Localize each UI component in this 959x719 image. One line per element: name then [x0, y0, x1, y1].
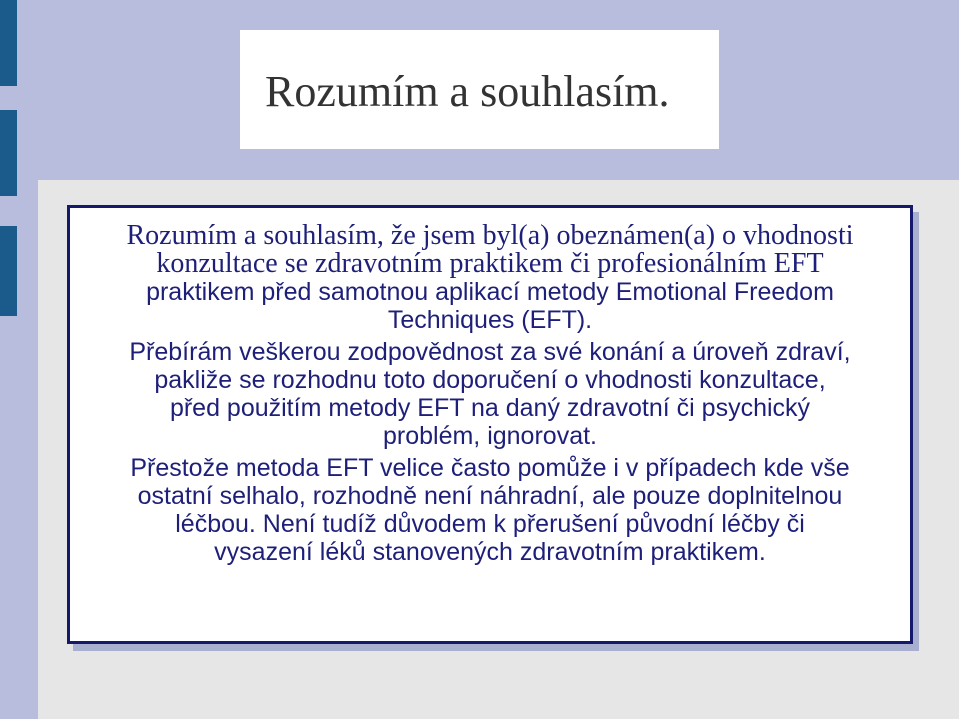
paragraph-line: Přebírám veškerou zodpovědnost za své konání a úroveň zdraví,	[129, 338, 851, 366]
left-accent-bar	[0, 226, 17, 316]
paragraph-line: pakliže se rozhodnu toto doporučení o vhodnosti konzultace,	[154, 366, 826, 394]
paragraph-line: Přestože metoda EFT velice často pomůže i v případech kde vše	[130, 454, 850, 482]
paragraph-line: praktikem před samotnou aplikací metody Emotional Freedom	[146, 278, 834, 306]
paragraph	[70, 222, 910, 334]
left-accent-bar	[0, 0, 17, 86]
paragraph-line: problém, ignorovat.	[382, 422, 597, 450]
content-box	[67, 205, 913, 644]
paragraph-line: před použitím metody EFT na daný zdravotní či psychický	[169, 394, 811, 422]
paragraph	[70, 338, 910, 450]
paragraph	[70, 454, 910, 566]
paragraph-line: vysazení léků stanovených zdravotním praktikem.	[214, 538, 766, 566]
paragraph-line: léčbou. Není tudíž důvodem k přerušení původní léčby či	[175, 510, 805, 538]
slide-title: Rozumím a souhlasím.	[265, 67, 670, 116]
title-box	[240, 30, 719, 149]
paragraph-line: konzultace se zdravotním praktikem či profesionálním EFT	[156, 248, 824, 279]
left-accent-bar	[0, 110, 17, 196]
paragraph-line: ostatní selhalo, rozhodně není náhradní, ale pouze doplnitelnou	[137, 482, 843, 510]
paragraph-line: Techniques (EFT).	[387, 306, 593, 334]
paragraph-line: Rozumím a souhlasím, že jsem byl(a) obeznámen(a) o vhodnosti	[126, 220, 854, 251]
